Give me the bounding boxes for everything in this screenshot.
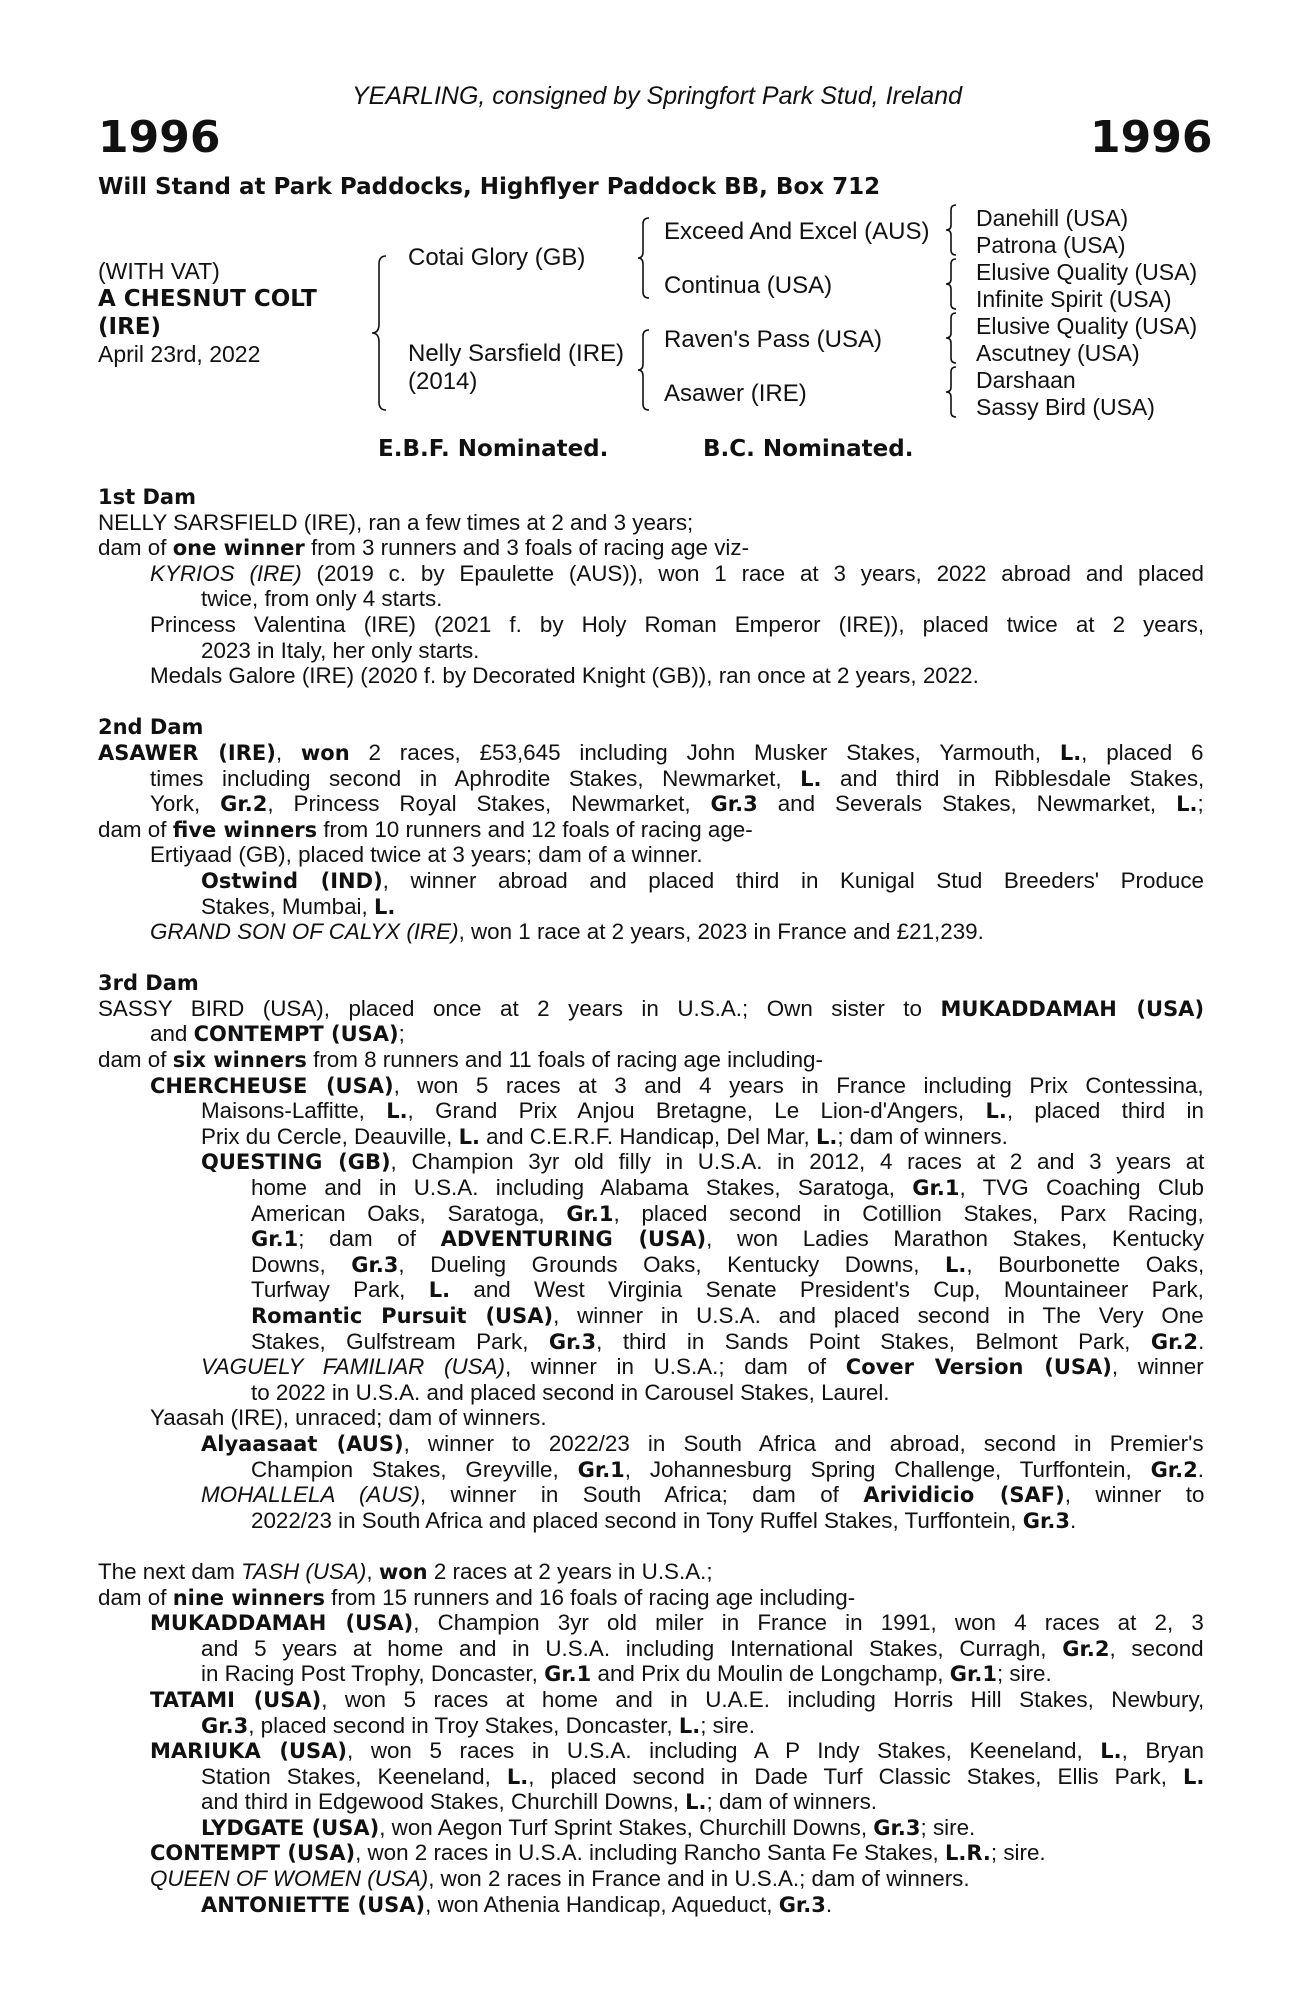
bold-text: ASAWER (IRE) (98, 740, 276, 765)
section-spacer (98, 689, 1204, 715)
bold-text: Alyaasaat (AUS) (201, 1431, 404, 1456)
text-segment: in Racing Post Trophy, Doncaster, (201, 1661, 545, 1687)
bold-text: ADVENTURING (USA) (440, 1227, 707, 1252)
catalogue-line (98, 535, 1204, 561)
bold-text: L. (428, 1278, 451, 1303)
pedigree-gen4-2: Patrona (USA) (976, 232, 1126, 258)
text-segment: , Champion 3yr old filly in U.S.A. in 2012, 4 races at 2 and 3 years at (390, 1149, 1205, 1175)
catalogue-line (98, 1073, 1204, 1099)
bold-text: Gr.1 (577, 1457, 625, 1482)
catalogue-line (98, 1354, 1204, 1380)
catalogue-line (98, 1636, 1204, 1662)
pedigree-gen4-6: Ascutney (USA) (976, 340, 1140, 366)
text-segment: , winner in South Africa; dam of (419, 1482, 864, 1508)
bold-text: CHERCHEUSE (USA) (150, 1073, 394, 1098)
catalogue-line (98, 1431, 1204, 1457)
text-segment: Champion Stakes, Greyville, (251, 1456, 578, 1482)
catalogue-line (98, 1687, 1204, 1713)
text-segment: . (1198, 1328, 1205, 1354)
line-text (150, 1073, 1204, 1100)
text-segment: , won Ladies Marathon Stakes, Kentucky (706, 1226, 1205, 1252)
bold-text: L. (985, 1099, 1007, 1124)
text-segment: , winner abroad and placed third in Kunigal Stud Breeders' Produce (382, 867, 1205, 893)
catalogue-line (98, 1866, 1204, 1892)
bold-text: Gr.1 (566, 1201, 614, 1226)
stand-location: Will Stand at Park Paddocks, Highflyer Paddock BB, Box 712 (98, 174, 881, 200)
text-segment: and third in Ribblesdale Stakes, (821, 765, 1205, 791)
catalogue-line (98, 1252, 1204, 1278)
catalogue-line (98, 1021, 1204, 1047)
catalogue-line (98, 1277, 1204, 1303)
text-segment: , placed second in Troy Stakes, Doncaster, (248, 1712, 679, 1738)
text-segment: from 3 runners and 3 foals of racing age viz- (304, 535, 750, 561)
line-text (251, 1508, 1076, 1535)
line-text (98, 1559, 713, 1586)
bold-text: 3rd Dam (98, 971, 199, 996)
text-segment: , second (1109, 1635, 1204, 1661)
lot-number-left: 1996 (98, 112, 221, 163)
line-text (150, 561, 1204, 587)
text-segment: American Oaks, Saratoga, (251, 1200, 567, 1226)
bc-nomination: B.C. Nominated. (703, 436, 914, 462)
pedigree-gen4-8: Sassy Bird (USA) (976, 394, 1155, 420)
line-text (98, 535, 749, 562)
text-segment: . (1197, 1456, 1204, 1482)
section-heading (98, 970, 1204, 996)
catalogue-line (98, 1149, 1204, 1175)
text-segment: and 5 years at home and in U.S.A. including International Stakes, Curragh, (201, 1635, 1063, 1661)
text-segment: dam of (98, 1047, 173, 1073)
text-segment: , (366, 1558, 379, 1584)
catalogue-line (98, 894, 1204, 920)
text-segment: York, (150, 791, 221, 817)
catalogue-line (98, 1482, 1204, 1508)
bold-text: L. (1059, 740, 1082, 765)
bold-text: Cover Version (USA) (845, 1355, 1112, 1380)
line-text (150, 663, 979, 689)
text-segment: , won 1 race at 2 years, 2023 in France and £21,239. (458, 919, 984, 945)
italic-text: MOHALLELA (AUS) (201, 1482, 420, 1508)
bold-text: QUESTING (GB) (201, 1150, 391, 1175)
line-text (201, 1661, 1052, 1688)
text-segment: Turfway Park, (251, 1277, 429, 1303)
text-segment: , won 2 races in France and in U.S.A.; dam of winners. (428, 1866, 970, 1892)
horse-title-line1: A CHESNUT COLT (98, 286, 317, 312)
text-segment: Princess Valentina (IRE) (2021 f. by Holy Roman Emperor (IRE)), placed twice at 2 years, (150, 611, 1205, 637)
catalogue-line (98, 1738, 1204, 1764)
line-text (150, 842, 703, 868)
text-segment: and Prix du Moulin de Longchamp, (591, 1661, 950, 1687)
text-segment: twice, from only 4 starts. (201, 586, 443, 612)
text-segment: , TVG Coaching Club (959, 1175, 1204, 1201)
catalogue-line (98, 1380, 1204, 1406)
bold-text: L. (506, 1764, 529, 1789)
line-text (98, 996, 1204, 1023)
catalogue-line (98, 1789, 1204, 1815)
text-segment: ; dam of winners. (706, 1789, 878, 1815)
bold-text: Ostwind (IND) (201, 868, 383, 893)
text-segment: , placed second in Dade Turf Classic Stakes, Ellis Park, (528, 1763, 1183, 1789)
text-segment: from 15 runners and 16 foals of racing age including- (324, 1584, 856, 1610)
bold-text: L. (1183, 1764, 1205, 1789)
text-segment: and C.E.R.F. Handicap, Del Mar, (479, 1123, 816, 1149)
line-text (251, 1380, 890, 1406)
text-segment: , placed second in Cotillion Stakes, Parx Racing, (613, 1200, 1204, 1226)
bold-text: Gr.3 (873, 1815, 921, 1840)
bold-text: Gr.2 (1062, 1636, 1110, 1661)
vat-note: (WITH VAT) (98, 258, 220, 284)
line-text (150, 766, 1204, 793)
bold-text: CONTEMPT (USA) (150, 1841, 356, 1866)
bold-text: LYDGATE (USA) (201, 1815, 380, 1840)
bold-text: MUKADDAMAH (USA) (150, 1611, 414, 1636)
text-segment: , won 5 races at 3 and 4 years in France including Prix Contessina, (393, 1072, 1204, 1098)
bold-text: five winners (172, 817, 318, 842)
catalogue-line (98, 1047, 1204, 1073)
catalogue-line (98, 817, 1204, 843)
line-text (251, 1226, 1204, 1253)
text-segment: and West Virginia Senate President's Cup, Mountaineer Park, (450, 1277, 1204, 1303)
bold-text: L. (685, 1790, 707, 1815)
pedigree-dam-sire: Raven's Pass (USA) (664, 326, 882, 353)
text-segment: dam of (98, 535, 173, 561)
text-segment: and Severals Stakes, Newmarket, (757, 791, 1177, 817)
text-segment: , Champion 3yr old miler in France in 1991, won 4 races at 2, 3 (413, 1610, 1204, 1636)
catalogue-line (98, 561, 1204, 587)
bold-text: Gr.1 (949, 1662, 997, 1687)
bold-text: Gr.3 (1022, 1508, 1070, 1533)
section-spacer (98, 945, 1204, 971)
bold-text: Arividicio (SAF) (863, 1483, 1065, 1508)
line-text (201, 1636, 1204, 1663)
text-segment: Yaasah (IRE), unraced; dam of winners. (150, 1405, 547, 1431)
catalogue-line (98, 1329, 1204, 1355)
bold-text: L. (1176, 792, 1198, 817)
text-segment: , third in Sands Point Stakes, Belmont Park, (596, 1328, 1151, 1354)
catalogue-line (98, 1815, 1204, 1841)
bold-text: MARIUKA (USA) (150, 1739, 348, 1764)
catalogue-line (98, 1405, 1204, 1431)
line-text (150, 1687, 1204, 1714)
line-text (150, 1610, 1204, 1637)
catalogue-line (98, 1303, 1204, 1329)
section-heading (98, 714, 1204, 740)
pedigree-dam-year: (2014) (408, 368, 478, 395)
text-segment: ; sire. (700, 1712, 755, 1738)
bold-text: Romantic Pursuit (USA) (251, 1304, 554, 1328)
line-text (201, 1354, 1204, 1381)
line-text (201, 894, 395, 921)
catalogue-line (98, 766, 1204, 792)
text-segment: Ertiyaad (GB), placed twice at 3 years; dam of a winner. (150, 842, 703, 868)
line-text (201, 868, 1204, 895)
catalogue-line (98, 740, 1204, 766)
text-segment: , winner in U.S.A.; dam of (504, 1354, 846, 1380)
catalogue-line (98, 586, 1204, 612)
text-segment: , winner to (1064, 1482, 1205, 1508)
line-text (150, 1738, 1204, 1765)
text-segment: . (825, 1891, 833, 1917)
bold-text: Gr.1 (544, 1662, 592, 1687)
line-text (201, 1815, 975, 1842)
line-text (201, 1789, 877, 1816)
pedigree-bracket-main (370, 256, 390, 410)
catalogue-line (98, 1661, 1204, 1687)
text-segment: , Bryan (1121, 1738, 1204, 1764)
bold-text: CONTEMPT (USA) (193, 1022, 399, 1047)
catalogue-line (98, 791, 1204, 817)
line-text (201, 1764, 1204, 1791)
pedigree-bracket-gen4-4 (944, 367, 958, 417)
text-segment: ; dam of (298, 1226, 441, 1252)
italic-text: TASH (USA) (241, 1558, 367, 1584)
bold-text: L. (458, 1124, 480, 1149)
catalogue-line (98, 1585, 1204, 1611)
pedigree-bracket-gen4-3 (944, 313, 958, 363)
bold-text: won (300, 740, 350, 765)
text-segment: , won 5 races in U.S.A. including A P Indy Stakes, Keeneland, (347, 1738, 1101, 1764)
text-segment: dam of (98, 816, 173, 842)
catalogue-line (98, 1610, 1204, 1636)
horse-description (98, 258, 317, 368)
text-segment: , (275, 739, 301, 765)
line-text (98, 510, 693, 536)
bold-text: Gr.2 (220, 792, 268, 817)
bold-text: TATAMI (USA) (150, 1687, 322, 1712)
bold-text: MUKADDAMAH (USA) (940, 996, 1205, 1021)
bold-text: L. (945, 1252, 967, 1277)
line-text (201, 1098, 1204, 1125)
pedigree-bracket-sire (636, 218, 652, 298)
text-segment: from 8 runners and 11 foals of racing age including- (306, 1047, 823, 1073)
bold-text: ANTONIETTE (USA) (201, 1892, 426, 1917)
line-text (98, 715, 203, 741)
pedigree-gen4-3: Elusive Quality (USA) (976, 259, 1198, 285)
line-text (150, 1840, 1046, 1867)
pedigree-gen4-5: Elusive Quality (USA) (976, 313, 1198, 339)
text-segment: , placed 6 (1081, 739, 1204, 765)
catalogue-line (98, 1713, 1204, 1739)
bold-text: L. (386, 1099, 408, 1124)
line-text (98, 485, 196, 511)
bold-text: Gr.1 (251, 1227, 299, 1252)
bold-text: Gr.3 (778, 1892, 826, 1917)
text-segment: Stakes, Mumbai, (201, 893, 374, 919)
line-text (98, 1585, 855, 1612)
line-text (201, 1713, 755, 1740)
catalogue-line (98, 1892, 1204, 1918)
catalogue-line (98, 1098, 1204, 1124)
text-segment: ; sire. (920, 1814, 976, 1840)
bold-text: one winner (172, 536, 305, 561)
text-segment: , won 2 races in U.S.A. including Rancho Santa Fe Stakes, (355, 1840, 945, 1866)
line-text (98, 971, 199, 997)
italic-text: QUEEN OF WOMEN (USA) (150, 1866, 429, 1892)
text-segment: Maisons-Laffitte, (201, 1098, 387, 1124)
text-segment: , won Aegon Turf Sprint Stakes, Churchill Downs, (379, 1814, 874, 1840)
text-segment: The next dam (98, 1558, 242, 1584)
bold-text: 2nd Dam (98, 715, 204, 740)
text-segment: and (150, 1021, 194, 1047)
catalogue-line (98, 638, 1204, 664)
catalogue-line (98, 868, 1204, 894)
text-segment: , Bourbonette Oaks, (966, 1251, 1205, 1277)
bold-text: Gr.3 (710, 792, 758, 817)
line-text (150, 1405, 547, 1431)
bold-text: Gr.3 (548, 1329, 597, 1354)
line-text (98, 817, 753, 844)
catalogue-page-body (98, 484, 1204, 1917)
text-segment: ; dam of winners. (837, 1123, 1008, 1149)
text-segment: , placed third in (1006, 1098, 1204, 1124)
catalogue-line (98, 1201, 1204, 1227)
bold-text: six winners (172, 1048, 307, 1073)
text-segment: SASSY BIRD (USA), placed once at 2 years in U.S.A.; Own sister to (98, 995, 941, 1021)
italic-text: GRAND SON OF CALYX (IRE) (150, 919, 459, 945)
pedigree-bracket-gen4-1 (944, 205, 958, 255)
horse-title-line2: (IRE) (98, 314, 162, 340)
line-text (150, 1866, 970, 1892)
italic-text: VAGUELY FAMILIAR (USA) (201, 1354, 505, 1380)
foaling-date: April 23rd, 2022 (98, 341, 261, 367)
text-segment: , Johannesburg Spring Challenge, Turffontein, (624, 1456, 1151, 1482)
text-segment: , Dueling Grounds Oaks, Kentucky Downs, (398, 1251, 946, 1277)
catalogue-line (98, 842, 1204, 868)
ebf-nomination: E.B.F. Nominated. (378, 436, 609, 462)
italic-text: KYRIOS (IRE) (150, 560, 302, 586)
text-segment: home and in U.S.A. including Alabama Stakes, Saratoga, (251, 1175, 913, 1201)
line-text (251, 1201, 1204, 1228)
section-heading (98, 484, 1204, 510)
bold-text: Gr.1 (912, 1176, 960, 1201)
line-text (251, 1303, 1204, 1330)
line-text (150, 791, 1204, 818)
text-segment: . (1069, 1507, 1077, 1533)
text-segment: 2 races, £53,645 including John Musker Stakes, Yarmouth, (349, 739, 1060, 765)
bold-text: L. (678, 1713, 701, 1738)
text-segment: ; (398, 1021, 405, 1047)
pedigree-gen4-4: Infinite Spirit (USA) (976, 286, 1172, 312)
consignment-line: YEARLING, consigned by Springfort Park Stud, Ireland (351, 82, 963, 110)
line-text (150, 1021, 405, 1048)
pedigree-sire-sire: Exceed And Excel (AUS) (664, 218, 930, 245)
pedigree-gen4-1: Danehill (USA) (976, 205, 1129, 231)
line-text (201, 1892, 832, 1919)
bold-text: won (378, 1559, 428, 1584)
text-segment: Stakes, Gulfstream Park, (251, 1328, 549, 1354)
bold-text: 1st Dam (98, 485, 196, 509)
text-segment: ; sire. (996, 1661, 1052, 1687)
pedigree-dam-dam: Asawer (IRE) (664, 380, 807, 407)
line-text (150, 612, 1204, 638)
text-segment: , won Athenia Handicap, Aqueduct, (425, 1891, 779, 1917)
pedigree-dam: Nelly Sarsfield (IRE) (408, 340, 625, 367)
line-text (251, 1457, 1204, 1484)
catalogue-line (98, 1124, 1204, 1150)
text-segment: , winner to 2022/23 in South Africa and abroad, second in Premier's (403, 1430, 1204, 1456)
text-segment: , winner (1111, 1354, 1204, 1380)
line-text (150, 919, 984, 945)
catalogue-line (98, 1559, 1204, 1585)
line-text (251, 1329, 1204, 1356)
bold-text: L. (1100, 1739, 1122, 1764)
bold-text: L.R. (945, 1841, 991, 1866)
line-text (98, 740, 1204, 767)
catalogue-line (98, 1508, 1204, 1534)
text-segment: and third in Edgewood Stakes, Churchill Downs, (201, 1789, 686, 1815)
pedigree-sire: Cotai Glory (GB) (408, 244, 586, 271)
text-segment: Prix du Cercle, Deauville, (201, 1123, 459, 1149)
text-segment: dam of (98, 1584, 173, 1610)
catalogue-line (98, 996, 1204, 1022)
text-segment: NELLY SARSFIELD (IRE), ran a few times at 2 and 3 years; (98, 509, 694, 535)
catalogue-line (98, 919, 1204, 945)
catalogue-line (98, 1764, 1204, 1790)
text-segment: ; sire. (990, 1840, 1046, 1866)
bold-text: Gr.3 (351, 1252, 399, 1277)
catalogue-line (98, 612, 1204, 638)
text-segment: 2023 in Italy, her only starts. (201, 637, 480, 663)
catalogue-line (98, 1457, 1204, 1483)
line-text (251, 1175, 1204, 1202)
line-text (201, 1482, 1204, 1509)
line-text (201, 1149, 1204, 1176)
bold-text: L. (373, 894, 396, 919)
line-text (201, 586, 442, 612)
text-segment: 2022/23 in South Africa and placed second in Tony Ruffel Stakes, Turffontein, (251, 1507, 1023, 1533)
line-text (201, 1431, 1204, 1458)
text-segment: , won 5 races at home and in U.A.E. including Horris Hill Stakes, Newbury, (321, 1686, 1205, 1712)
text-segment: 2 races at 2 years in U.S.A.; (427, 1558, 713, 1584)
text-segment: Medals Galore (IRE) (2020 f. by Decorated Knight (GB)), ran once at 2 years, 2022. (150, 663, 979, 689)
catalogue-line (98, 1175, 1204, 1201)
text-segment: , Grand Prix Anjou Bretagne, Le Lion-d'Angers, (407, 1098, 986, 1124)
text-segment: times including second in Aphrodite Stakes, Newmarket, (150, 765, 801, 791)
line-text (201, 638, 479, 664)
pedigree-bracket-gen4-2 (944, 259, 958, 309)
catalogue-line (98, 510, 1204, 536)
lot-number-right: 1996 (1090, 112, 1213, 163)
catalogue-line (98, 663, 1204, 689)
text-segment: Station Stakes, Keeneland, (201, 1763, 507, 1789)
bold-text: Gr.2 (1150, 1329, 1199, 1354)
text-segment: from 10 runners and 12 foals of racing age- (317, 816, 753, 842)
line-text (201, 1124, 1008, 1151)
bold-text: Gr.3 (201, 1713, 249, 1738)
pedigree-gen4-7: Darshaan (976, 367, 1076, 393)
pedigree-sire-dam: Continua (USA) (664, 272, 833, 299)
bold-text: L. (800, 766, 822, 791)
line-text (98, 1047, 823, 1074)
catalogue-line (98, 1226, 1204, 1252)
text-segment: Downs, (251, 1251, 352, 1277)
bold-text: Gr.2 (1150, 1457, 1198, 1482)
text-segment: ; (1197, 791, 1204, 817)
text-segment: to 2022 in U.S.A. and placed second in Carousel Stakes, Laurel. (251, 1379, 890, 1405)
section-spacer (98, 1533, 1204, 1559)
bold-text: L. (815, 1124, 838, 1149)
bold-text: nine winners (172, 1585, 325, 1610)
line-text (251, 1277, 1204, 1304)
line-text (251, 1252, 1204, 1279)
text-segment: , Princess Royal Stakes, Newmarket, (267, 791, 711, 817)
pedigree-bracket-dam (636, 330, 652, 410)
text-segment: , winner in U.S.A. and placed second in The Very One (553, 1303, 1204, 1328)
text-segment: (2019 c. by Epaulette (AUS)), won 1 race at 3 years, 2022 abroad and placed (301, 560, 1205, 586)
catalogue-line (98, 1840, 1204, 1866)
